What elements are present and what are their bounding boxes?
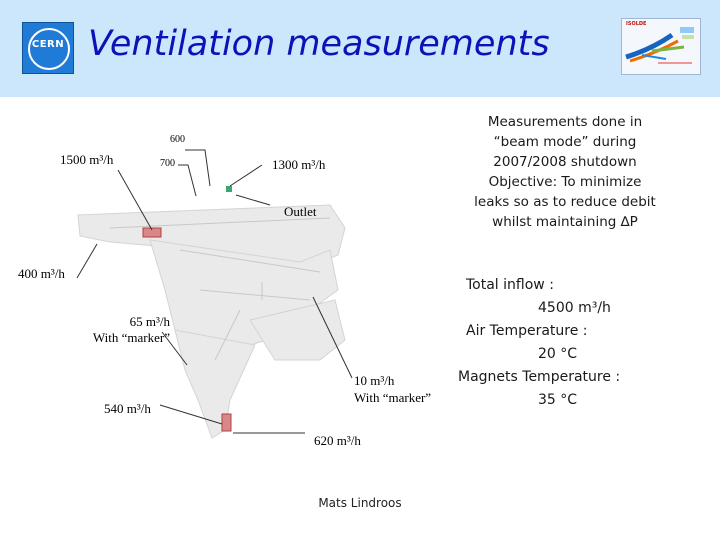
slide-title: Ventilation measurements [88,24,550,64]
label-flow-620: 620 m³/h [314,433,361,448]
author-footer: Mats Lindroos [318,496,402,510]
outlet-dot [226,186,232,192]
note-line: whilst maintaining ∆P [492,214,638,230]
label-flow-540: 540 m³/h [104,401,151,416]
marker-540-room [222,414,231,431]
label-point-700: 700 [160,158,175,169]
label-flow-65-marker: With “marker” [92,330,170,345]
label-flow-10-marker: With “marker” [354,390,432,405]
inflow-value: 4500 m³/h [538,300,611,316]
isolde-logo-text: ISOLDE [626,21,647,27]
note-line: leaks so as to reduce debit [474,194,656,210]
label-outlet: Outlet [284,204,317,219]
label-flow-1500: 1500 m³/h [60,152,114,167]
air-temp-label: Air Temperature : [466,323,588,339]
label-flow-1300: 1300 m³/h [272,157,326,172]
note-line: Objective: To minimize [488,174,642,190]
measurements-note [452,112,678,232]
magnet-temp-label: Magnets Temperature : [458,369,621,385]
label-point-600: 600 [170,134,185,145]
inflow-label: Total inflow : [466,277,554,293]
summary-block [458,274,696,412]
label-flow-400: 400 m³/h [18,266,65,281]
label-flow-10: 10 m³/h [354,373,395,388]
magnet-temp-value: 35 °C [538,392,578,408]
label-flow-65: 65 m³/h [129,314,170,329]
cern-logo-text: CERN [31,39,65,50]
air-temp-value: 20 °C [538,346,578,362]
note-line: 2007/2008 shutdown [493,154,637,170]
note-line: “beam mode” during [493,134,637,150]
note-line: Measurements done in [487,114,643,130]
